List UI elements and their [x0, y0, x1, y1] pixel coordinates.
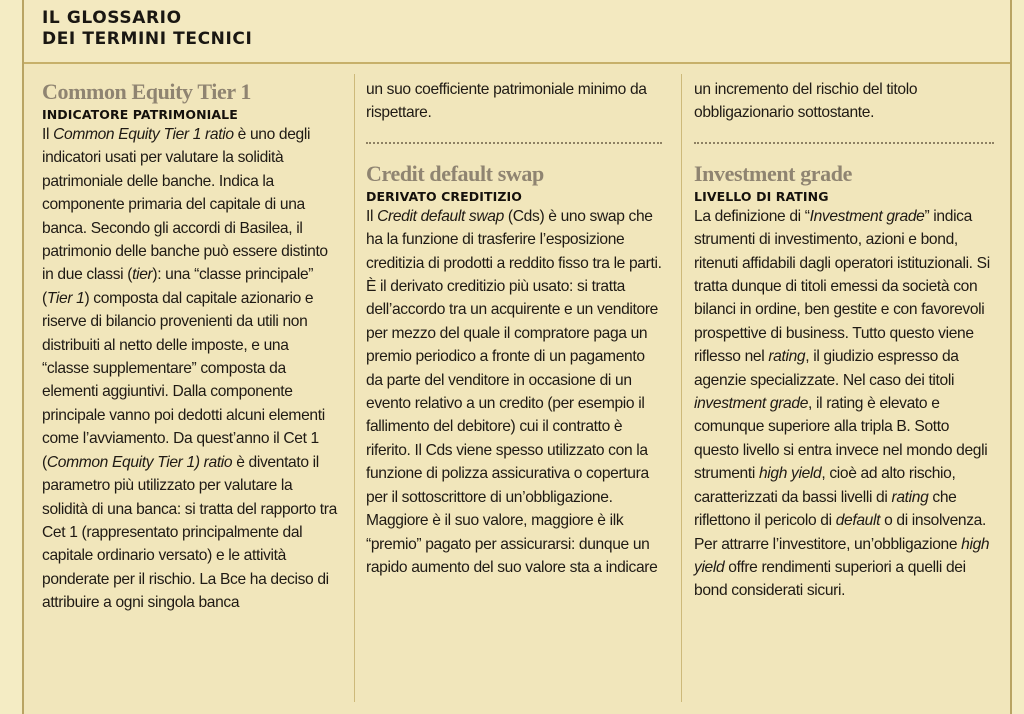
- term-credit-default-swap: Credit default swap: [366, 160, 544, 186]
- description-credit-default-swap-continued: un incremento del rischio del titolo obbligazionario sottostante.: [694, 81, 918, 122]
- glossary-panel: [22, 0, 1012, 714]
- title-line-2: DEI TERMINI TECNICI: [42, 29, 253, 49]
- term-common-equity-tier-1: Common Equity Tier 1: [42, 79, 251, 104]
- glossary-header: [24, 0, 1010, 64]
- italic-term: tier: [132, 266, 153, 284]
- page-title: [42, 8, 252, 50]
- column-divider-1: [354, 74, 355, 702]
- column-divider-2: [681, 74, 682, 702]
- italic-term: rating: [891, 488, 929, 506]
- dotted-separator: [366, 142, 662, 144]
- term-investment-grade: Investment grade: [694, 160, 852, 186]
- description-common-equity-tier-1: Il Common Equity Tier 1 ratio è uno degli indicatori usati per valutare la solidità patrimoniale delle banche. Indica la componente primaria del capitale di una banca. Secondo gli accordi di Basilea, il patrimonio delle banche può essere distinto in due classi (tier): una “classe principale” (Tier 1) composta dal capitale azionario e riserve di bilancio provenienti da utili non distribuiti al netto delle imposte, e una “classe supplementare” composta da elementi aggiuntivi. Dalla componente principale vanno poi dedotti alcuni elementi come l’avviamento. Da quest’anno il Cet 1 (Common Equity Tier 1) ratio è diventato il parametro più utilizzato per valutare la solidità di una banca: si tratta del rapporto tra Cet 1 (rappresentato principalmente dal capitale ordinario versato) e le attività ponderate per il rischio. La Bce ha deciso di attribuire a ogni singola banca: [42, 126, 337, 612]
- category-derivato-creditizio: DERIVATO CREDITIZIO: [366, 188, 523, 204]
- dotted-separator: [694, 142, 994, 144]
- italic-term: Common Equity Tier 1) ratio: [46, 453, 233, 471]
- description-common-equity-tier-1-continued: un suo coefficiente patrimoniale minimo da rispettare.: [366, 81, 647, 122]
- italic-term: Investment grade: [809, 207, 925, 225]
- italic-term: investment grade: [694, 395, 809, 413]
- italic-term: Credit default swap: [377, 207, 504, 225]
- description-investment-grade: La definizione di “Investment grade” indica strumenti di investimento, azioni e bond, ritenuti affidabili dagli operatori istituzionali. Si tratta dunque di titoli emessi da società con bilanci in ordine, ben gestite e con favorevoli prospettive di business. Tutto questo viene riflesso nel rating, il giudizio espresso da agenzie specializzate. Nel caso dei titoli investment grade, il rating è elevato e comunque superiore alla tripla B. Sotto questo livello si entra invece nel mondo degli strumenti high yield, cioè ad alto rischio, caratterizzati da bassi livelli di rating che riflettono il pericolo di default o di insolvenza. Per attrarre l’investitore, un’obbligazione high yield offre rendimenti superiori a quelli dei bond considerati sicuri.: [694, 207, 990, 600]
- glossary-column-2: [366, 78, 662, 579]
- category-livello-di-rating: LIVELLO DI RATING: [694, 188, 829, 204]
- italic-term: Common Equity Tier 1 ratio: [53, 126, 234, 143]
- italic-term: high yield: [694, 535, 990, 576]
- title-line-1: IL GLOSSARIO: [42, 8, 182, 28]
- glossary-column-3: [694, 78, 994, 603]
- glossary-column-1: [42, 78, 338, 615]
- italic-term: default: [835, 512, 881, 530]
- italic-term: rating: [768, 348, 806, 366]
- italic-term: high yield: [758, 465, 822, 483]
- italic-term: Tier 1: [46, 289, 85, 307]
- category-indicatore-patrimoniale: INDICATORE PATRIMONIALE: [42, 107, 238, 122]
- description-credit-default-swap: Il Credit default swap (Cds) è uno swap che ha la funzione di trasferire l’esposizione creditizia di prodotti a reddito fisso tra le parti. È il derivato creditizio più usato: si tratta dell’accordo tra un acquirente e un venditore per mezzo del quale il compratore paga un premio periodico a fronte di un pagamento da parte del venditore in occasione di un evento relativo a un credito (per esempio il fallimento del debitore) cui il contratto è riferito. Il Cds viene spesso utilizzato con la funzione di polizza assicurativa o copertura per il sottoscrittore di un’obbligazione. Maggiore è il suo valore, maggiore è ilk “premio” pagato per assicurarsi: dunque un rapido aumento del suo valore sta a indicare: [366, 207, 662, 576]
